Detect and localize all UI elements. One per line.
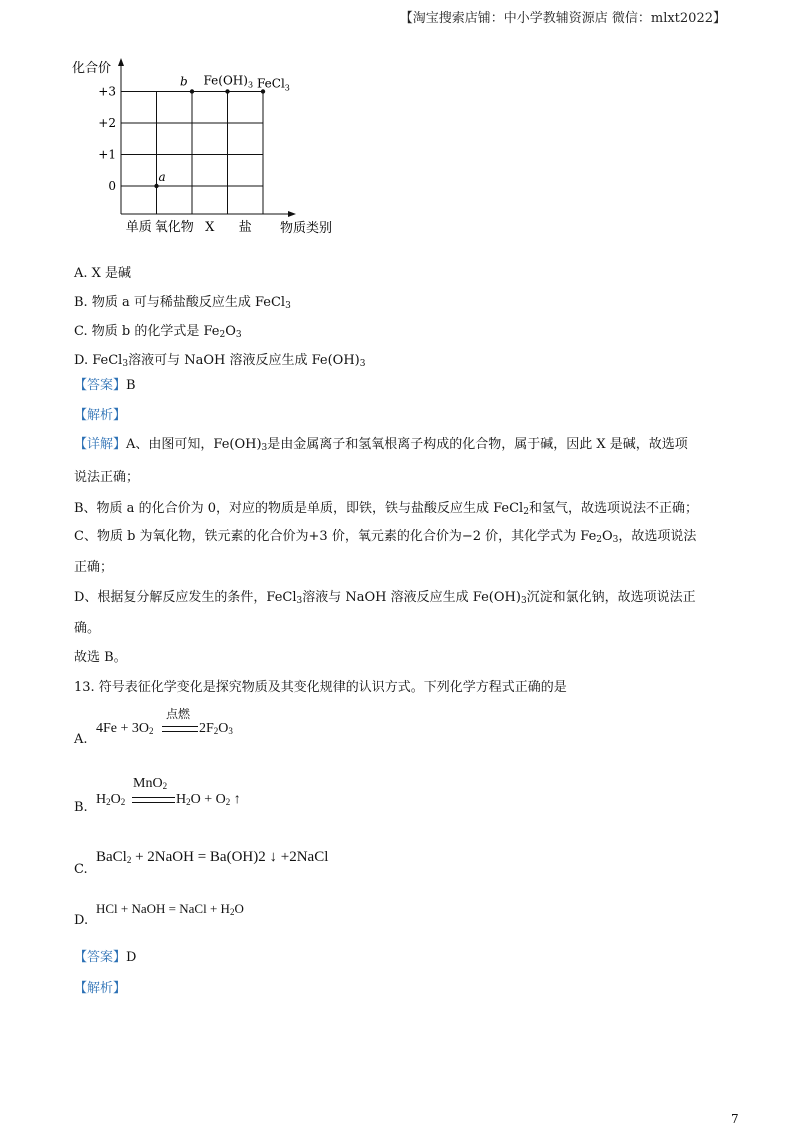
data-point	[190, 89, 194, 93]
y-axis-arrow	[118, 58, 124, 66]
analysis-2: 【解析】	[74, 981, 127, 996]
detail-line-2: 说法正确；	[74, 470, 140, 485]
q13-option-b-rhs: $H_2O + O_2$ ↑	[176, 792, 241, 807]
detail-line-1: 【详解】A、由图可知，$Fe(OH)_3$是由金属离子和氢氧根离子构成的化合物，属于碱，因此 X 是碱，故选项	[74, 437, 688, 453]
q13-option-b-condition: MnO$_2$	[133, 776, 168, 791]
option-d: D. FeCl$_3$溶液可与 NaOH 溶液反应生成 $Fe(OH)_3$	[74, 353, 366, 369]
page-header: 【淘宝搜索店铺：中小学教辅资源店 微信：mlxt2022】	[399, 11, 726, 26]
y-tick-label: +3	[98, 84, 116, 99]
x-category-label: 单质	[125, 220, 152, 235]
x-axis-arrow	[288, 211, 296, 217]
y-tick-label: 0	[108, 179, 116, 193]
detail-line-3: B、物质 a 的化合价为 0，对应的物质是单质，即铁，铁与盐酸反应生成 FeCl$_2$和氢气，故选项说法不正确；	[74, 501, 698, 517]
q13-option-d-label: D.	[74, 913, 89, 928]
detail-line-8: 故选 B。	[74, 650, 127, 665]
data-point	[225, 89, 229, 93]
q13-option-b-equals	[132, 797, 175, 803]
q13-option-a-lhs: $4Fe + 3O_2$	[96, 721, 154, 736]
q13-option-a-condition: 点燃	[166, 707, 191, 721]
point-label: $Fe(OH)_3$	[203, 73, 254, 90]
x-category-label: 氧化物	[154, 220, 194, 235]
answer-1: 【答案】B	[74, 378, 136, 393]
point-label: FeCl$_3$	[257, 76, 290, 93]
detail-line-6: D、根据复分解反应发生的条件，FeCl$_3$溶液与 NaOH 溶液反应生成 $Fe(OH)_3$沉淀和氯化钠，故选项说法正	[74, 590, 696, 606]
valence-chart	[70, 56, 360, 241]
detail-line-7: 确。	[74, 621, 101, 636]
page-number: 7	[731, 1112, 739, 1126]
data-point	[154, 184, 158, 188]
detail-line-5: 正确；	[74, 560, 114, 575]
point-label: b	[180, 74, 188, 89]
y-tick-label: +2	[98, 116, 116, 130]
y-axis-label: 化合价	[72, 61, 112, 76]
option-b: B. 物质 a 可与稀盐酸反应生成 FeCl$_3$	[74, 295, 291, 311]
chart-grid	[121, 92, 263, 215]
q13-option-b-lhs: $H_2O_2$	[96, 792, 126, 807]
question-13: 13. 符号表征化学变化是探究物质及其变化规律的认识方式。下列化学方程式正确的是	[74, 680, 567, 695]
q13-option-c-equation: BaCl$_2$ + 2NaOH = Ba(OH)2 ↓ +2NaCl	[96, 849, 329, 865]
x-category-label: X	[205, 220, 215, 235]
detail-line-4: C、物质 b 为氧化物，铁元素的化合价为+3 价，氧元素的化合价为−2 价，其化学式为 $Fe_2O_3$，故选项说法	[74, 529, 697, 545]
y-tick-label: +1	[98, 147, 116, 162]
q13-option-a-label: A.	[74, 732, 88, 747]
point-label: a	[158, 170, 166, 184]
x-category-label: 盐	[238, 220, 252, 235]
x-axis-label: 物质类别	[280, 221, 333, 236]
q13-option-a-equals	[162, 726, 198, 732]
option-c: C. 物质 b 的化学式是 $Fe_2O_3$	[74, 324, 242, 340]
option-a: A. X 是碱	[74, 266, 132, 281]
answer-2: 【答案】D	[74, 950, 137, 965]
q13-option-b-label: B.	[74, 800, 88, 815]
q13-option-d-equation: HCl + NaOH = NaCl + $H_2O$	[96, 901, 244, 917]
analysis-1: 【解析】	[74, 408, 127, 423]
q13-option-c-label: C.	[74, 862, 88, 877]
q13-option-a-rhs: $2F_2O_3$	[199, 721, 233, 736]
